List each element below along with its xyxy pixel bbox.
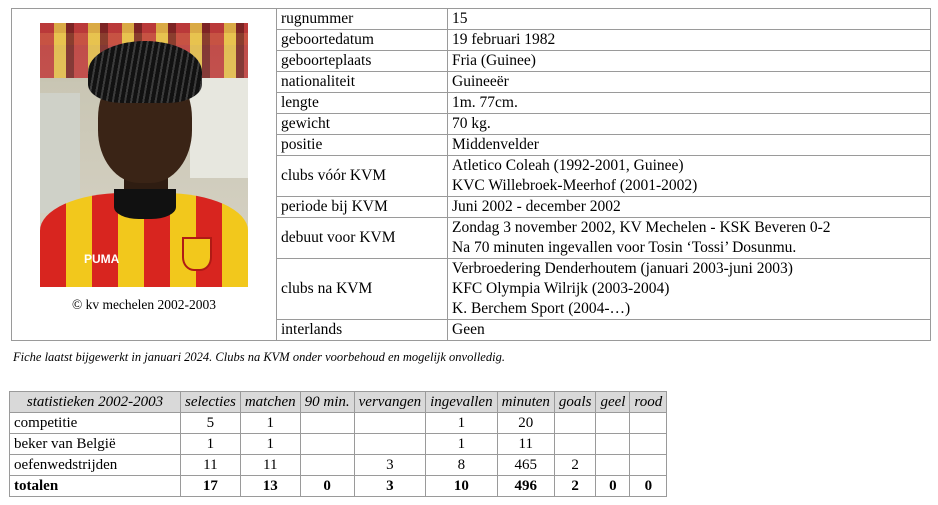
stats-cell: 5 [181, 413, 241, 434]
stats-cell [596, 455, 630, 476]
profile-value [448, 93, 931, 114]
profile-value-line: Na 70 minuten ingevallen voor Tosin ‘Tossi’ Dosunmu. [452, 239, 797, 256]
stats-cell [630, 434, 667, 455]
photo-cell [12, 9, 277, 341]
profile-value [448, 218, 931, 259]
stats-cell [300, 413, 354, 434]
stats-cell: 1 [240, 413, 300, 434]
stats-header-row [10, 392, 667, 413]
profile-value [448, 51, 931, 72]
stats-cell: 11 [497, 434, 554, 455]
profile-value [448, 320, 931, 341]
stats-table [9, 391, 667, 497]
stats-cell: 17 [181, 476, 241, 497]
profile-value [448, 156, 931, 197]
stats-cell: 0 [630, 476, 667, 497]
profile-label: lengte [277, 93, 448, 114]
stats-row-label: competitie [10, 413, 181, 434]
stats-cell: 1 [426, 434, 497, 455]
stats-cell: 0 [596, 476, 630, 497]
stats-cell: 0 [300, 476, 354, 497]
profile-label: geboortedatum [277, 30, 448, 51]
stats-header-cell: statistieken 2002-2003 [10, 392, 181, 413]
stats-cell: 2 [554, 455, 596, 476]
profile-label: geboorteplaats [277, 51, 448, 72]
profile-label: periode bij KVM [277, 197, 448, 218]
profile-table [11, 8, 931, 341]
stats-header-cell: goals [554, 392, 596, 413]
stats-cell: 3 [354, 476, 425, 497]
stats-row [10, 476, 667, 497]
profile-value [448, 72, 931, 93]
stats-row [10, 413, 667, 434]
profile-value-line: Verbroedering Denderhoutem (januari 2003-juni 2003) [452, 260, 793, 277]
stats-cell: 8 [426, 455, 497, 476]
stats-header-cell: minuten [497, 392, 554, 413]
profile-value [448, 135, 931, 156]
stats-cell [554, 413, 596, 434]
stats-cell: 20 [497, 413, 554, 434]
profile-value-line: KFC Olympia Wilrijk (2003-2004) [452, 280, 670, 297]
stats-header-cell: ingevallen [426, 392, 497, 413]
stats-cell [354, 434, 425, 455]
profile-value [448, 30, 931, 51]
stats-header-cell: matchen [240, 392, 300, 413]
profile-label: interlands [277, 320, 448, 341]
profile-value-line: Zondag 3 november 2002, KV Mechelen - KSK Beveren 0-2 [452, 219, 831, 236]
profile-label: nationaliteit [277, 72, 448, 93]
profile-label: rugnummer [277, 9, 448, 30]
stats-cell: 3 [354, 455, 425, 476]
profile-value-line: Atletico Coleah (1992-2001, Guinee) [452, 157, 684, 174]
profile-label: clubs na KVM [277, 259, 448, 320]
stats-cell: 1 [240, 434, 300, 455]
stats-cell [354, 413, 425, 434]
stats-header-cell: vervangen [354, 392, 425, 413]
stats-row-label: oefenwedstrijden [10, 455, 181, 476]
stats-cell [596, 413, 630, 434]
stats-cell [630, 413, 667, 434]
stats-cell: 465 [497, 455, 554, 476]
stats-cell [300, 434, 354, 455]
profile-value-line: KVC Willebroek-Meerhof (2001-2002) [452, 177, 698, 194]
profile-value [448, 114, 931, 135]
profile-value-line: 1m. 77cm. [452, 94, 518, 111]
photo-caption: © kv mechelen 2002-2003 [71, 297, 217, 312]
profile-value [448, 9, 931, 30]
stats-cell: 11 [240, 455, 300, 476]
profile-label: clubs vóór KVM [277, 156, 448, 197]
stats-row-label: totalen [10, 476, 181, 497]
stats-cell: 11 [181, 455, 241, 476]
player-photo: PUMA [40, 23, 248, 287]
profile-value-line: Guineeër [452, 73, 509, 90]
stats-header-cell: 90 min. [300, 392, 354, 413]
stats-cell: 1 [181, 434, 241, 455]
stats-cell [630, 455, 667, 476]
profile-value-line: Fria (Guinee) [452, 52, 536, 69]
stats-header-cell: selecties [181, 392, 241, 413]
profile-value-line: K. Berchem Sport (2004-…) [452, 300, 631, 317]
stats-cell [554, 434, 596, 455]
stats-cell: 2 [554, 476, 596, 497]
stats-cell: 1 [426, 413, 497, 434]
stats-cell [596, 434, 630, 455]
stats-cell: 10 [426, 476, 497, 497]
profile-label: positie [277, 135, 448, 156]
profile-value-line: Middenvelder [452, 136, 539, 153]
profile-value-line: 15 [452, 10, 468, 27]
stats-row [10, 434, 667, 455]
profile-value-line: 19 februari 1982 [452, 31, 556, 48]
stats-row-label: beker van België [10, 434, 181, 455]
stats-cell: 13 [240, 476, 300, 497]
profile-label: debuut voor KVM [277, 218, 448, 259]
profile-label: gewicht [277, 114, 448, 135]
profile-value-line: 70 kg. [452, 115, 491, 132]
stats-row [10, 455, 667, 476]
stats-cell: 496 [497, 476, 554, 497]
profile-value [448, 259, 931, 320]
profile-value-line: Juni 2002 - december 2002 [452, 198, 621, 215]
update-note: Fiche laatst bijgewerkt in januari 2024. Clubs na KVM onder voorbehoud en mogelijk onvolledig. [13, 350, 505, 364]
profile-value-line: Geen [452, 321, 485, 338]
stats-header-cell: geel [596, 392, 630, 413]
stats-header-cell: rood [630, 392, 667, 413]
stats-cell [300, 455, 354, 476]
profile-value [448, 197, 931, 218]
profile-row [12, 9, 931, 30]
